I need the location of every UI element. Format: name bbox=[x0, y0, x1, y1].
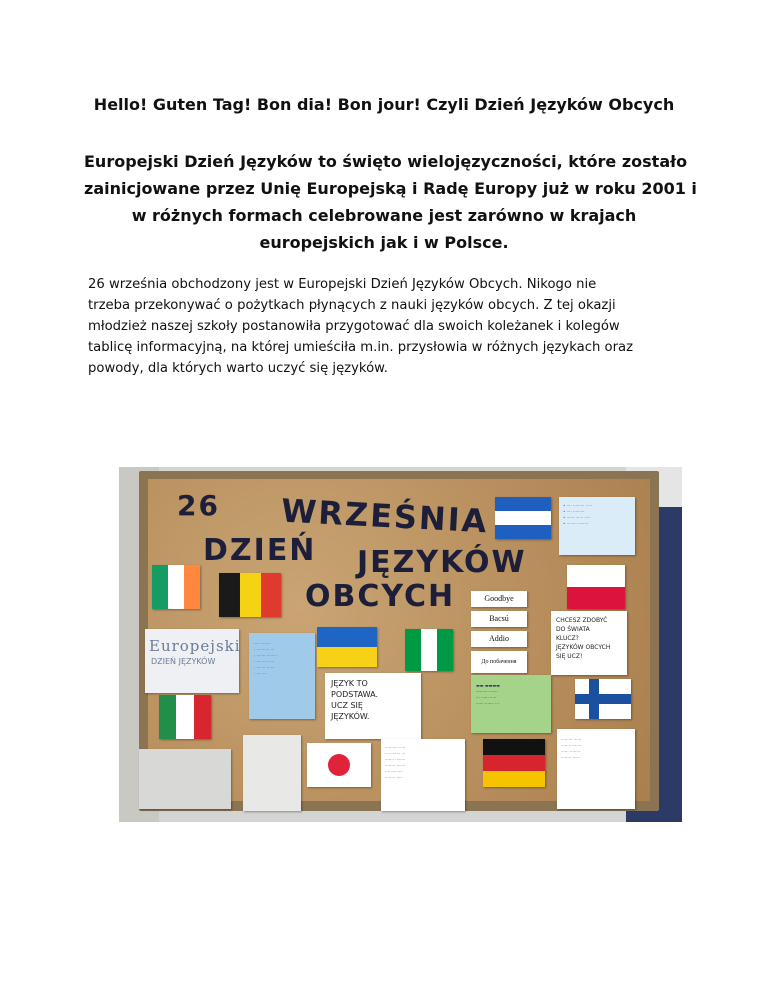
note-line: DO ŚWIATA bbox=[556, 626, 590, 633]
lead-line: europejskich jak i w Polsce. bbox=[259, 233, 509, 252]
board-heading-wrzesnia: WRZEŚNIA bbox=[280, 491, 490, 541]
note-line: KLUCZ? bbox=[556, 635, 579, 642]
card-info-sheet: ···· ········ · ·········· ··· · ······· ········ · ········ ····· · ······· ······ · ········ bbox=[249, 633, 315, 719]
note-line: SIĘ UCZ! bbox=[556, 653, 583, 660]
flag-italy-icon bbox=[159, 695, 211, 739]
body-line: tablicę informacyjną, na której umieściła m.in. przysłowia w różnych językach oraz bbox=[88, 340, 634, 355]
flag-nicaragua-icon bbox=[495, 497, 551, 539]
body-line: trzeba przekonywać o pożytkach płynących z nauki języków obcych. Z tej okazji bbox=[88, 298, 616, 313]
flag-poland-icon bbox=[567, 565, 625, 609]
lead-line: Europejski Dzień Języków to święto wielojęzyczności, które zostało bbox=[84, 152, 688, 171]
body-line: 26 września obchodzony jest w Europejski Dzień Języków Obcych. Nikogo nie bbox=[88, 277, 597, 292]
card-language-facts: • ···· ········· ····· • ···· ········· • ······ ······ ····· • ········ ········ bbox=[559, 497, 635, 555]
lead-paragraph bbox=[84, 148, 697, 256]
flag-germany-icon bbox=[483, 739, 545, 787]
flag-ukraine-icon bbox=[317, 627, 377, 667]
card-photo-sheet bbox=[243, 735, 301, 811]
card-goodbye: Goodbye bbox=[471, 591, 527, 607]
card-coins bbox=[139, 749, 231, 809]
board-heading-jezykow: JĘZYKÓW bbox=[357, 545, 527, 580]
body-line: powody, dla których warto uczyć się języków. bbox=[88, 361, 388, 376]
card-bacsu: Bacsú bbox=[471, 611, 527, 627]
card-text-sheet: ·········· ····· ··· ········ ··· ······· ········ ········ ······· ···· ········· ········ ····· bbox=[381, 739, 465, 811]
europejski-subtitle: DZIEŃ JĘZYKÓW bbox=[151, 657, 216, 666]
noticeboard-photo bbox=[119, 467, 682, 822]
body-paragraph bbox=[88, 274, 688, 379]
lead-line: w różnych formach celebrowane jest zarówno w krajach bbox=[131, 206, 637, 225]
note-line: UCZ SIĘ bbox=[331, 701, 363, 710]
note-jezyk-to-podstawa bbox=[325, 673, 421, 739]
europejski-title: Europejski bbox=[149, 637, 241, 655]
lead-line: zainicjowane przez Unię Europejską i Radę Europy już w roku 2001 i bbox=[84, 179, 697, 198]
flag-nigeria-icon bbox=[405, 629, 453, 671]
note-line: JĘZYKÓW OBCYCH bbox=[556, 644, 611, 651]
card-do-pobachennya: До побачення bbox=[471, 651, 527, 673]
card-green-proverb: ▬▬ ▬▬▬▬ ·········· ······ ··· ······ ····· ······ ······· ··· bbox=[471, 675, 551, 733]
card-europejski bbox=[145, 629, 239, 693]
flag-japan-icon bbox=[307, 743, 371, 787]
board-heading-26: 26 bbox=[177, 489, 220, 522]
note-line: JĘZYK TO bbox=[331, 679, 368, 688]
page-title: Hello! Guten Tag! Bon dia! Bon jour! Czyli Dzień Języków Obcych bbox=[93, 95, 675, 114]
board-heading-obcych: OBCYCH bbox=[305, 579, 456, 614]
card-text-sheet-right: ········· ······ ········ ······· ······ ········ ········ ······ bbox=[557, 729, 635, 809]
flag-belgium-icon bbox=[219, 573, 281, 617]
body-line: młodzież naszej szkoły postanowiła przygotować dla swoich koleżanek i kolegów bbox=[88, 319, 620, 334]
flag-finland-icon bbox=[575, 679, 631, 719]
note-chcesz-zdobyc bbox=[551, 611, 627, 675]
note-line: PODSTAWA. bbox=[331, 690, 379, 699]
note-line: CHCESZ ZDOBYĆ bbox=[556, 617, 608, 624]
card-addio: Addio bbox=[471, 631, 527, 647]
flag-ireland-icon bbox=[152, 565, 200, 609]
note-line: JĘZYKÓW. bbox=[331, 712, 370, 721]
board-heading-dzien: DZIEŃ bbox=[203, 533, 317, 568]
